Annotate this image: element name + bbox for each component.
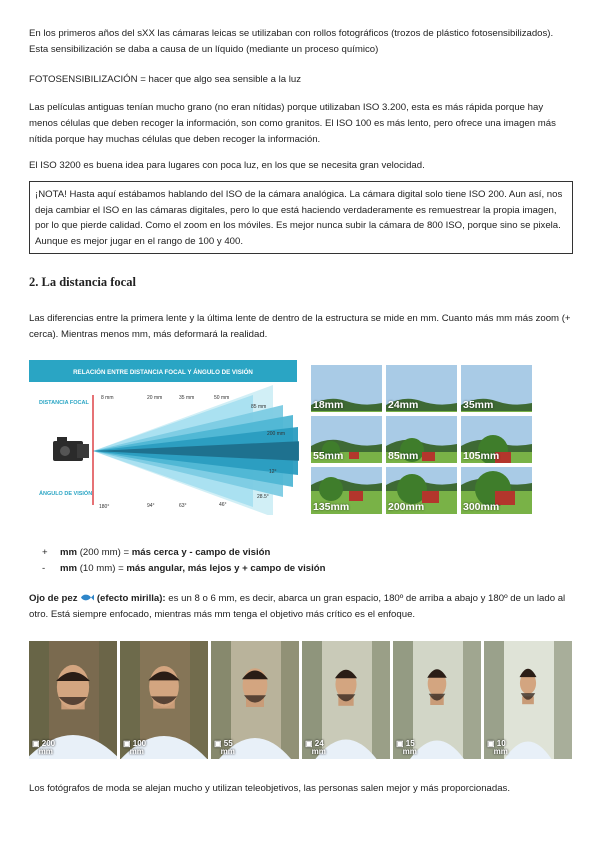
- section-heading: 2. La distancia focal: [29, 275, 136, 289]
- fisheye-text: es un 8 o 6 mm, es decir, abarca un gran espacio, 180º de arriba a abajo y 180º de un lado al otro. Está siempre enfocado, mientras más mm tenga el objetivo más crítico es el enfoque.: [29, 593, 566, 620]
- paragraph-focal-distance: Las diferencias entre la primera lente y la última lente de dentro de la estructura se mide en mm. Cuanto más mm más zoom (+ cerca). Mientras menos mm, más deformará la realidad.: [29, 313, 571, 340]
- bullet-effect: más angular, más lejos y + campo de visión: [126, 563, 326, 574]
- angle-label-1: 94°: [147, 503, 155, 509]
- focal-photo-label: 300mm: [463, 501, 500, 513]
- focal-photo-label: 18mm: [313, 399, 344, 411]
- paragraph-iso-3200: El ISO 3200 es buena idea para lugares con poca luz, en los que se necesita gran velocidad.: [29, 160, 425, 171]
- portrait-focal-caption: ▣ 15 mm: [396, 739, 417, 756]
- focal-photo-label: 105mm: [463, 450, 500, 462]
- portrait-focal-caption: ▣ 55 mm: [214, 739, 235, 756]
- focal-label-1: 20 mm: [147, 395, 163, 401]
- fisheye-effect: (efecto mirilla):: [96, 593, 166, 604]
- focal-label-2: 35 mm: [179, 395, 195, 401]
- diagram-title: RELACIÓN ENTRE DISTANCIA FOCAL Y ÁNGULO DE VISIÓN: [73, 369, 253, 376]
- focal-label-5: 200 mm: [267, 431, 286, 437]
- focal-photo-200mm: [386, 467, 457, 514]
- bullet-mid: (200 mm) =: [77, 547, 132, 558]
- focal-photo-label: 55mm: [313, 450, 344, 462]
- bullet-plus-mm: [42, 545, 270, 561]
- bullet-mark: +: [42, 547, 48, 558]
- focal-photo-label: 200mm: [388, 501, 425, 513]
- focal-photo-label: 85mm: [388, 450, 419, 462]
- note-box: [29, 181, 573, 254]
- bullet-term: mm: [60, 563, 78, 574]
- focal-angle-diagram: [29, 360, 299, 515]
- portrait-photo-200mm: [29, 641, 117, 759]
- angle-label-5: 12°: [269, 469, 277, 475]
- focal-photo-label: 35mm: [463, 399, 494, 411]
- portrait-photo-55mm: [211, 641, 299, 759]
- paragraph-film-history: En los primeros años del sXX las cámaras leicas se utilizaban con rollos fotográficos (trozos de plástico fotosensibilizados). Esta sensibilización se daba a causa de un líquido (mediante un proceso químico): [29, 28, 554, 55]
- angle-label-0: 180°: [99, 504, 110, 510]
- angle-label-4: 28.5°: [257, 494, 269, 500]
- focal-photo-18mm: [311, 365, 382, 412]
- portrait-focal-caption: ▣ 10 mm: [487, 739, 508, 756]
- paragraph-fashion: Los fotógrafos de moda se alejan mucho y utilizan teleobjetivos, las personas salen mejor y más proporcionadas.: [29, 783, 511, 794]
- portrait-photo-100mm: [120, 641, 208, 759]
- focal-photo-105mm: [461, 416, 532, 463]
- portrait-photo-24mm: [302, 641, 390, 759]
- focal-label-4: 85 mm: [251, 404, 267, 410]
- bullet-mid: (10 mm) =: [77, 563, 127, 574]
- portrait-focal-caption: ▣ 100 mm: [123, 739, 147, 756]
- fisheye-term: Ojo de pez: [29, 593, 78, 604]
- fish-icon: [80, 593, 94, 602]
- focal-photo-135mm: [311, 467, 382, 514]
- label-focal-distance: DISTANCIA FOCAL: [39, 400, 89, 406]
- paragraph-definition: FOTOSENSIBILIZACIÓN = hacer que algo sea sensible a la luz: [29, 74, 302, 85]
- portrait-strip: [29, 641, 571, 759]
- focal-photo-24mm: [386, 365, 457, 412]
- portrait-focal-caption: ▣ 200 mm: [32, 739, 56, 756]
- angle-label-3: 46°: [219, 502, 227, 508]
- camera-icon: [53, 437, 89, 461]
- bullet-minus-mm: [42, 561, 326, 577]
- portrait-focal-caption: ▣ 24 mm: [305, 739, 326, 756]
- portrait-photo-15mm: [393, 641, 481, 759]
- paragraph-iso-grain: Las películas antiguas tenían mucho grano (no eran nítidas) porque utilizaban ISO 3.200, esta es más rápida porque hay menos células que deben recoger la información, son como granitos. El ISO 100 es más lento, pero ofrece una imagen más nítida porque hay muchas células que deben recoger la información.: [29, 102, 556, 145]
- focal-photo-grid: [311, 365, 537, 517]
- focal-photo-300mm: [461, 467, 532, 514]
- focal-label-3: 50 mm: [214, 395, 230, 401]
- focal-photo-55mm: [311, 416, 382, 463]
- focal-photo-label: 135mm: [313, 501, 350, 513]
- portrait-photo-10mm: [484, 641, 572, 759]
- focal-photo-85mm: [386, 416, 457, 463]
- focal-photo-label: 24mm: [388, 399, 419, 411]
- bullet-mark: -: [42, 563, 46, 574]
- angle-label-2: 63°: [179, 503, 187, 509]
- note-text: ¡NOTA! Hasta aquí estábamos hablando del ISO de la cámara analógica. La cámara digital solo tiene ISO 200. Aun así, nos deja cambiar el ISO en las cámaras digitales, pero lo que está haciendo verdaderamente es remuestrear la propia imagen, por lo que pierde calidad. Como el zoom en los móviles. Es mejor nunca subir la cámara de 800 ISO, porque sino se pixela. Aunque es mejor jugar en el rango de 100 y 400.: [35, 189, 563, 247]
- focal-angle-graphic: [29, 360, 299, 515]
- bullet-effect: más cerca y - campo de visión: [131, 547, 271, 558]
- label-vision-angle: ÁNGULO DE VISIÓN: [39, 491, 93, 497]
- focal-photo-35mm: [461, 365, 532, 412]
- bullet-term: mm: [60, 547, 78, 558]
- focal-label-0: 8 mm: [101, 395, 114, 401]
- paragraph-fisheye: [29, 591, 571, 623]
